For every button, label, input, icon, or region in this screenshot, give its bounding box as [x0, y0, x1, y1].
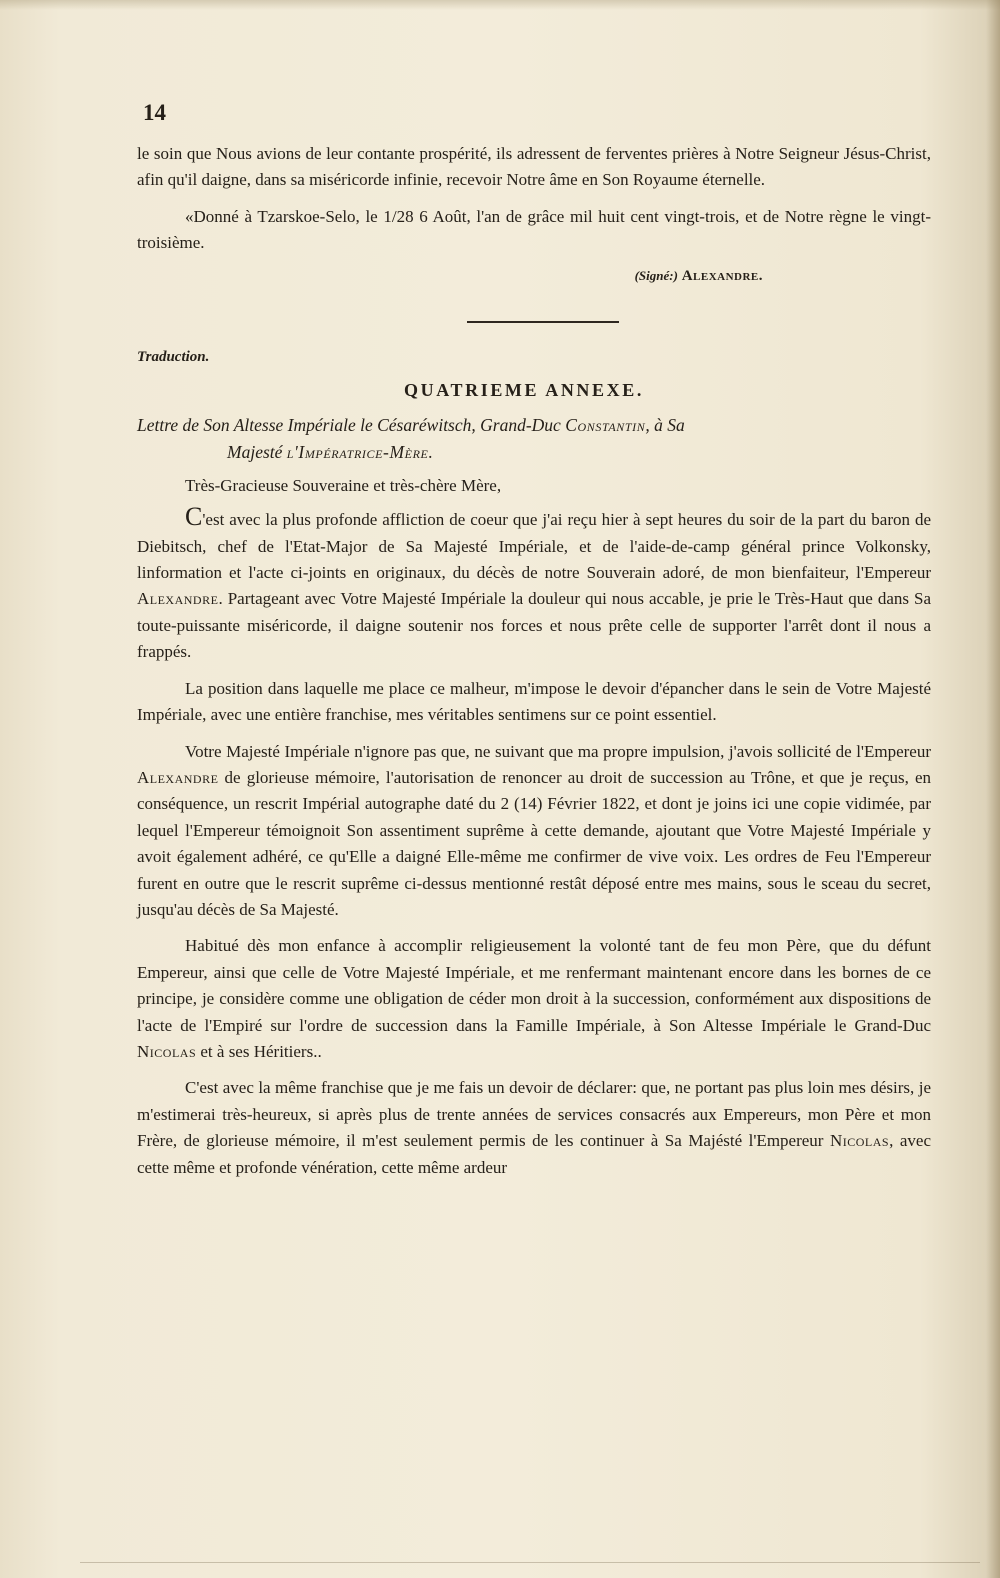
- body-paragraph-1: [137, 502, 931, 665]
- body-paragraph-2: La position dans laquelle me place ce malheur, m'impose le devoir d'épancher dans le sein de Votre Majesté Impériale, avec une entière franchise, mes véritables sentimens sur ce point essentiel.: [137, 678, 931, 725]
- body-paragraph-3-text-a: Votre Majesté Impériale n'ignore pas que, ne suivant que ma propre impulsion, j'avois sollicité de l'Empereur: [185, 741, 931, 761]
- letter-title: [137, 412, 931, 466]
- letter-title-part-4: .: [428, 441, 433, 462]
- signature-name: Alexandre.: [681, 267, 763, 284]
- letter-title-part-3: Majesté: [227, 441, 287, 462]
- paragraph-continuation: le soin que Nous avions de leur contante prospérité, ils adressent de ferventes prières à Notre Seigneur Jésus-Christ, afin qu'il daigne, dans sa miséricorde infinie, recevoir Notre âme en Son Royaume éternelle.: [137, 144, 931, 190]
- body-paragraph-4-text-b: et à ses Héritiers..: [196, 1041, 322, 1061]
- letter-title-part-1: Lettre de Son Altesse Impériale le Césaréwitsch, Grand-Duc: [137, 414, 566, 435]
- name-alexandre: Alexandre: [137, 589, 219, 609]
- page-right-shadow: [986, 0, 1000, 1578]
- letter-title-constantin: Constantin: [565, 414, 646, 435]
- body-paragraph-4: [137, 933, 931, 1065]
- traduction-label: Traduction.: [137, 349, 210, 366]
- page-number: 14: [143, 100, 166, 125]
- salutation: Très-Gracieuse Souveraine et très-chère Mère,: [185, 475, 502, 495]
- signature-line: [137, 263, 931, 289]
- page-top-shadow: [0, 0, 1000, 10]
- letter-title-part-2: , à Sa: [645, 414, 685, 435]
- annex-title: QUATRIEME ANNEXE.: [404, 380, 644, 401]
- body-paragraph-5: [137, 1075, 931, 1181]
- section-divider: [467, 321, 619, 323]
- body-paragraph-5-text-b: , avec cette même et profonde vénération, cette même ardeur: [137, 1131, 931, 1177]
- letter-title-line-2: [137, 439, 931, 466]
- signed-label: (Signé:): [634, 267, 678, 283]
- paragraph-date: «Donné à Tzarskoe-Selo, le 1/28 6 Août, l'an de grâce mil huit cent vingt-trois, et de Notre règne le vingt-troisième.: [137, 206, 931, 253]
- page-content: [137, 141, 931, 1181]
- body-paragraph-5-text-a: C'est avec la même franchise que je me fais un devoir de déclarer: que, ne portant pas plus loin mes désirs, je m'estimerai très-heureux, si après plus de trente années de services consacrés aux Empereurs, mon Père et mon Frère, de glorieuse mémoire, il m'est seulement permis de les continuer à Sa Majésté l'Empereur: [137, 1078, 931, 1151]
- body-paragraph-4-text-a: Habitué dès mon enfance à accomplir religieusement la volonté tant de feu mon Père, que du défunt Empereur, ainsi que celle de Votre Majesté Impériale, et me renfermant maintenant encore dans les bornes de ce principe, je considère comme une obligation de céder mon droit à la succession, conformément aux dispositions de l'acte de l'Empiré sur l'ordre de succession dans la Famille Impériale, à Son Altesse Impériale le Grand-Duc: [137, 936, 931, 1035]
- body-paragraph-3: [137, 739, 931, 924]
- page-bottom-edge: [80, 1562, 980, 1563]
- name-alexandre: Alexandre: [137, 767, 219, 787]
- name-nicolas: Nicolas: [137, 1041, 197, 1061]
- body-paragraph-1-text-b: . Partageant avec Votre Majesté Impériale la douleur qui nous accable, je prie le Très-Haut que dans Sa toute-puissante miséricorde, il daigne soutenir nos forces et nous prête celle de supporter l'arrêt dont il nous a frappés.: [137, 589, 931, 662]
- body-paragraph-3-text-b: de glorieuse mémoire, l'autorisation de renoncer au droit de succession au Trône, et que je reçus, en conséquence, un rescrit Impérial autographe daté du 2 (14) Février 1822, et dont je joins ici une copie vidimée, par lequel l'Empereur témoignoit Son assentiment suprême à cette demande, ajoutant que Votre Majesté Impériale y avoit également adhéré, ce qu'Elle a daigné Elle-même me confirmer de vive voix. Les ordres de Feu l'Empereur furent en outre que le rescrit suprême ci-dessus mentionné restât déposé entre mes mains, sous le sceau du secret, jusqu'au décès de Sa Majesté.: [137, 767, 931, 919]
- name-nicolas: Nicolas: [829, 1131, 890, 1151]
- body-paragraph-1-text-a: 'est avec la plus profonde affliction de coeur que j'ai reçu hier à sept heures du soir de la part du baron de Diebitsch, chef de l'Etat-Major de Sa Majesté Impériale, et de l'aide-de-camp général prince Volkonsky, linformation et l'acte ci-joints en originaux, du décès de notre Souverain adoré, de mon bienfaiteur, l'Empereur: [137, 510, 931, 583]
- drop-cap: C: [185, 502, 203, 532]
- letter-title-imperatrice: l'Impératrice-Mère: [286, 441, 429, 462]
